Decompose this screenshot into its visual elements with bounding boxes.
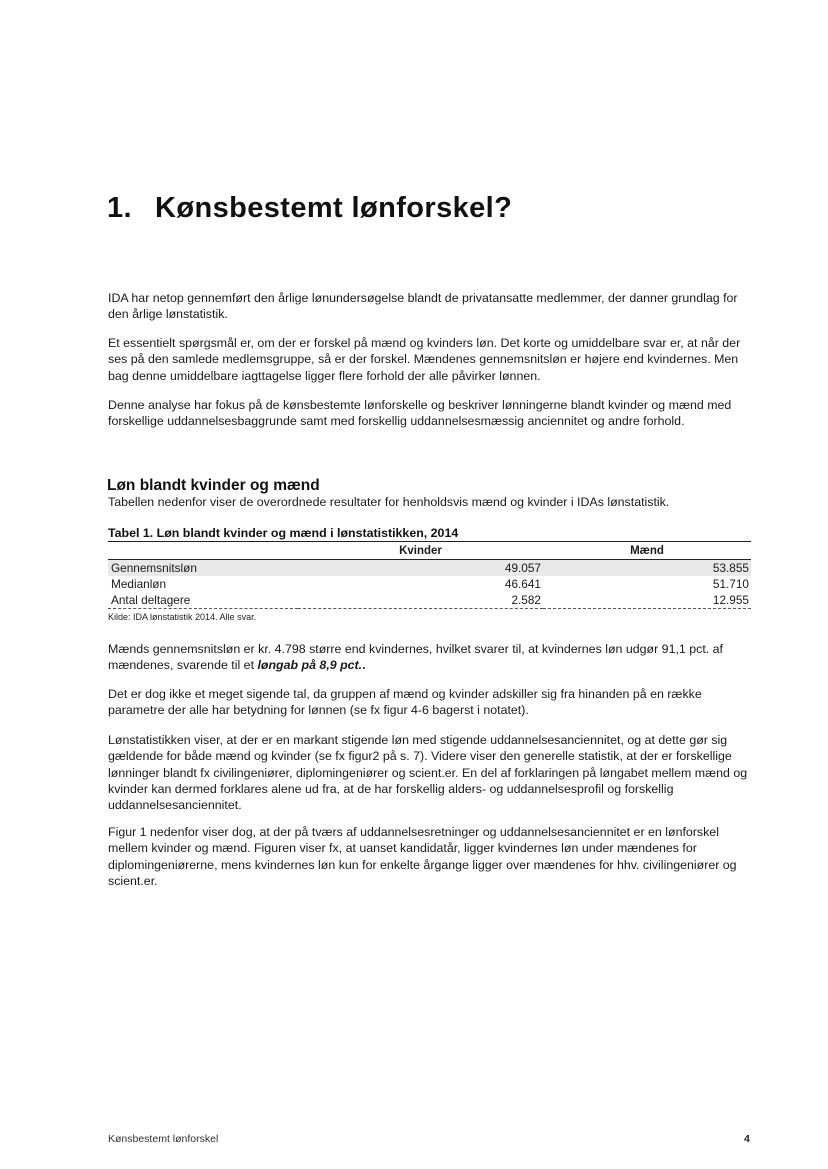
section-lead: Tabellen nedenfor viser de overordnede resultater for henholdsvis mænd og kvinder i IDAs lønstatistik. [108, 495, 670, 509]
paragraph-statistics: Lønstatistikken viser, at der er en markant stigende løn med stigende uddannelsesanciennitet, og at dette gør sig gældende for både mænd og kvinder (se fx figur2 på s. 7). Videre viser den generelle statistik, at der er forskellige lønninger blandt fx civilingeniører, diplomingeniører og scient.er. En del af forklaringen på løngabet mellem mænd og kvinder kan dermed forklares alene ud fra, at de har forskellig alders- og uddannelsesprofil og forskellig uddannelsesanciennitet. [108, 733, 748, 813]
table-header-row [108, 542, 751, 560]
cell-kvinder: 49.057 [298, 560, 543, 577]
table-row [108, 576, 751, 592]
table-header-empty [108, 542, 298, 560]
table-row [108, 592, 751, 609]
cell-maend: 12.955 [543, 592, 751, 609]
cell-maend: 53.855 [543, 560, 751, 577]
salary-table [108, 541, 751, 609]
cell-kvinder: 2.582 [298, 592, 543, 609]
paragraph-wage-gap-text: Mænds gennemsnitsløn er kr. 4.798 større end kvindernes, hvilket svarer til, at kvindernes løn udgør 91,1 pct. af mændenes, svarende til et [108, 642, 723, 673]
intro-paragraph-1: IDA har netop gennemført den årlige lønundersøgelse blandt de privatansatte medlemmer, der danner grundlag for den årlige lønstatistik. [108, 291, 738, 322]
cell-maend: 51.710 [712, 577, 749, 591]
table-row [108, 560, 751, 577]
intro-paragraph-2: Et essentielt spørgsmål er, om der er forskel på mænd og kvinders løn. Det korte og umiddelbare svar er, at når der ses på den samlede medlemsgruppe, så er der forskel. Mændenes gennemsnitsløn er højere end kvindernes. Men bag denne umiddelbare iagttagelse ligger flere forhold der alle påvirker lønnen. [108, 336, 741, 383]
row-label: Antal deltagere [108, 592, 298, 609]
paragraph-wage-gap [108, 641, 753, 674]
table-header-maend: Mænd [543, 542, 751, 560]
row-label: Medianløn [111, 577, 167, 591]
row-label: Gennemsnitsløn [108, 560, 298, 577]
paragraph-figure-1: Figur 1 nedenfor viser dog, at der på tværs af uddannelsesretninger og uddannelsesanciennitet er en lønforskel mellem kvinder og mænd. Figuren viser fx, at uanset kandidatår, ligger kvindernes løn under mændenes for diplomingeniørerne, mens kvindernes løn kun for enkelte årgange ligger over mændenes for hhv. civilingeniører og scient.er. [108, 825, 737, 888]
paragraph-parameters: Det er dog ikke et meget sigende tal, da gruppen af mænd og kvinder adskiller sig fra hinanden på en række parametre der alle har betydning for lønnen (se fx figur 4-6 bagerst i notatet). [108, 687, 702, 718]
chapter-heading [107, 192, 512, 225]
wage-gap-emphasis: løngab på 8,9 pct. [257, 658, 363, 673]
table-title: Tabel 1. Løn blandt kvinder og mænd i lønstatistikken, 2014 [108, 526, 459, 540]
section-heading: Løn blandt kvinder og mænd [107, 477, 320, 494]
wage-gap-end: . [362, 658, 366, 673]
table-header-kvinder: Kvinder [298, 542, 543, 560]
page-number: 4 [744, 1133, 750, 1145]
table-source: Kilde: IDA lønstatistik 2014. Alle svar. [108, 612, 257, 622]
cell-kvinder: 46.641 [504, 577, 541, 591]
chapter-number: 1. [107, 192, 132, 224]
chapter-title: Kønsbestemt lønforskel? [155, 192, 513, 224]
footer-title: Kønsbestemt lønforskel [108, 1133, 219, 1145]
intro-paragraph-3: Denne analyse har fokus på de kønsbestemte lønforskelle og beskriver lønningerne blandt kvinder og mænd med forskellige uddannelsesbaggrunde samt med forskellig uddannelsesmæssig anciennitet og andre forhold. [108, 398, 732, 429]
